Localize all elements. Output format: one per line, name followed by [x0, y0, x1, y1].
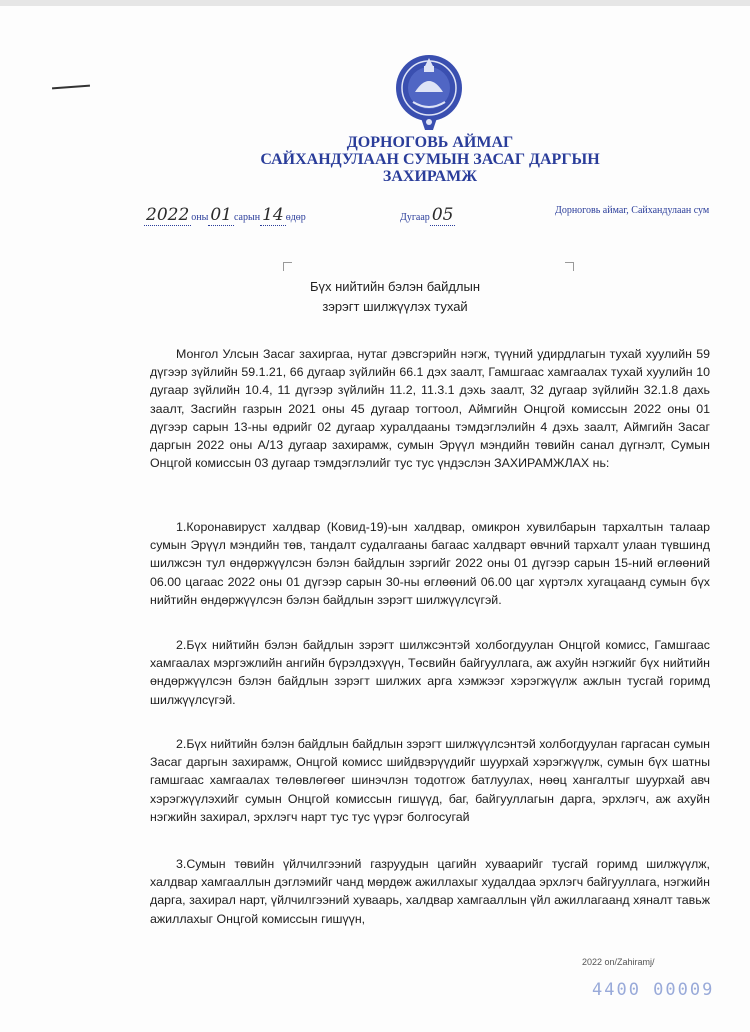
date-month: 01: [210, 205, 232, 225]
body-paragraph-2: 2.Бүх нийтийн бэлэн байдлын зэрэгт шилжсэнтэй холбогдуулан Онцгой комисс, Гамшгаас хамгаалах мэргэжлийн ангийн бүрэлдэхүүн, Төсвийн байгууллага, аж ахуйн нэгжийг бүх нийтийн өндөржүүлсэн бэлэн байдлын зэрэгт шилжих арга хэмжээг хэрэгжүүлж ажлын тусгай горимд шилжүүлсүгэй.: [150, 638, 710, 707]
scan-edge: [0, 0, 750, 6]
number-label: Дугаар: [400, 212, 430, 223]
date-year: 2022: [146, 205, 190, 225]
subject-line-1: Бүх нийтийн бэлэн байдлын: [309, 279, 481, 294]
subject-corner-left: [283, 262, 292, 271]
date-month-suffix: сарын: [233, 212, 261, 223]
registration-stamp: 4400 00009: [592, 980, 715, 1000]
footer-file-code: 2022 on/Zahiramj/: [582, 957, 655, 967]
date-day-suffix: өдөр: [285, 212, 306, 223]
body-paragraph-3: 3.Сумын төвийн үйлчилгээний газруудын цагийн хуваарийг тусгай горимд шилжүүлж, халдвар хамгааллын дэглэмийг чанд мөрдөж ажиллахыг худалдаа эрхлэгч байгууллага, нэгжийн дарга, захирал нарт, үйлчилгээний хуваарь, халдвар хамгааллын үйл ажиллагаанд хяналт тавьж ажиллахыг Онцгой комиссын гишүүн,: [150, 857, 710, 926]
subject-corner-right: [565, 262, 574, 271]
document-number: [400, 205, 455, 226]
mongolia-state-emblem-icon: [393, 52, 465, 132]
document-type: ЗАХИРАМЖ: [382, 168, 478, 185]
pen-mark: [52, 85, 90, 90]
date-year-suffix: оны: [191, 212, 209, 223]
body-paragraph-2b: 2.Бүх нийтийн бэлэн байдлын байдлын зэрэгт шилжүүлсэнтэй холбогдуулан гаргасан сумын Засаг даргын захирамж, Онцгой комисс шийдвэрүүдийг шуурхай хэрэгжүүлж, сумын бүх шатны гамшгаас хамгаалах төлөвлөгөөг шинэчлэн тодотгож батлуулах, нөөц хангалтыг шуурхай авч хэрэгжүүлэхийг сумын Онцгой комиссын гишүүд, баг, байгууллагын дарга, эрхлэгч, аж ахуйн нэгжийн захирал, эрхлэгч нарт тус тус үүрэг болгосугай: [150, 737, 710, 824]
body-paragraph-1: 1.Коронавируст халдвар (Ковид-19)-ын халдвар, омикрон хувилбарын тархалтын талаар сумын Эрүүл мэндийн төв, тандалт судалгааны багаас халдварт өвчний тархалт улаан түвшинд шилжсэн тул өндөржүүлсэн бэлэн байдлын зэргийг 2022 оны 01 дүгээр сарын 15-ний өглөөний 06.00 цагаас 2022 оны 01 дүгээр сарын 30-ны өглөөний 06.00 цаг хүртэлх хугацаанд сумын бүх нийтийн өндөржүүлсэн бэлэн байдлын зэрэгт шилжүүлсүгэй.: [150, 520, 710, 607]
issuer-office: САЙХАНДУЛААН СУМЫН ЗАСАГ ДАРГЫН: [260, 151, 600, 168]
body-paragraph-preamble: Монгол Улсын Засаг захиргаа, нутаг дэвсгэрийн нэгж, түүний удирдлагын тухай хуулийн 59 дүгээр зүйлийн 59.1.21, 66 дугаар зүйлийн 66.1 дэх заалт, Гамшгаас хамгаалах тухай хуулийн 10 дугаар зүйлийн 10.4, 11 дүгээр зүйлийн 11.2, 11.3.1 дэхь заалт, 32 дугаар зүйлийн 32.1.8 дахь заалт, Засгийн газрын 2021 оны 45 дугаар тогтоол, Аймгийн Онцгой комиссын 2022 оны 01 дүгээр сарын 13-ны өдрийг 02 дугаар хуралдааны тэмдэглэлийн 4 дэхь заалт, Аймгийн Засаг даргын 2022 оны А/13 дугаар захирамж, сумын Эрүүл мэндийн төвийн санал дүгнэлт, Сумын Онцгой комиссын 03 дугаар тэмдэглэлийг тус тус үндэслэн ЗАХИРАМЖЛАХ нь:: [150, 347, 710, 471]
subject-line-2: зэрэгт шилжүүлэх тухай: [322, 299, 468, 314]
issue-place: Дорноговь аймаг, Сайхандулаан сум: [555, 205, 710, 216]
issuer-province: ДОРНОГОВЬ АЙМАГ: [346, 134, 514, 151]
issue-date: [144, 205, 306, 226]
number-value: 05: [431, 205, 454, 225]
date-day: 14: [262, 205, 284, 225]
